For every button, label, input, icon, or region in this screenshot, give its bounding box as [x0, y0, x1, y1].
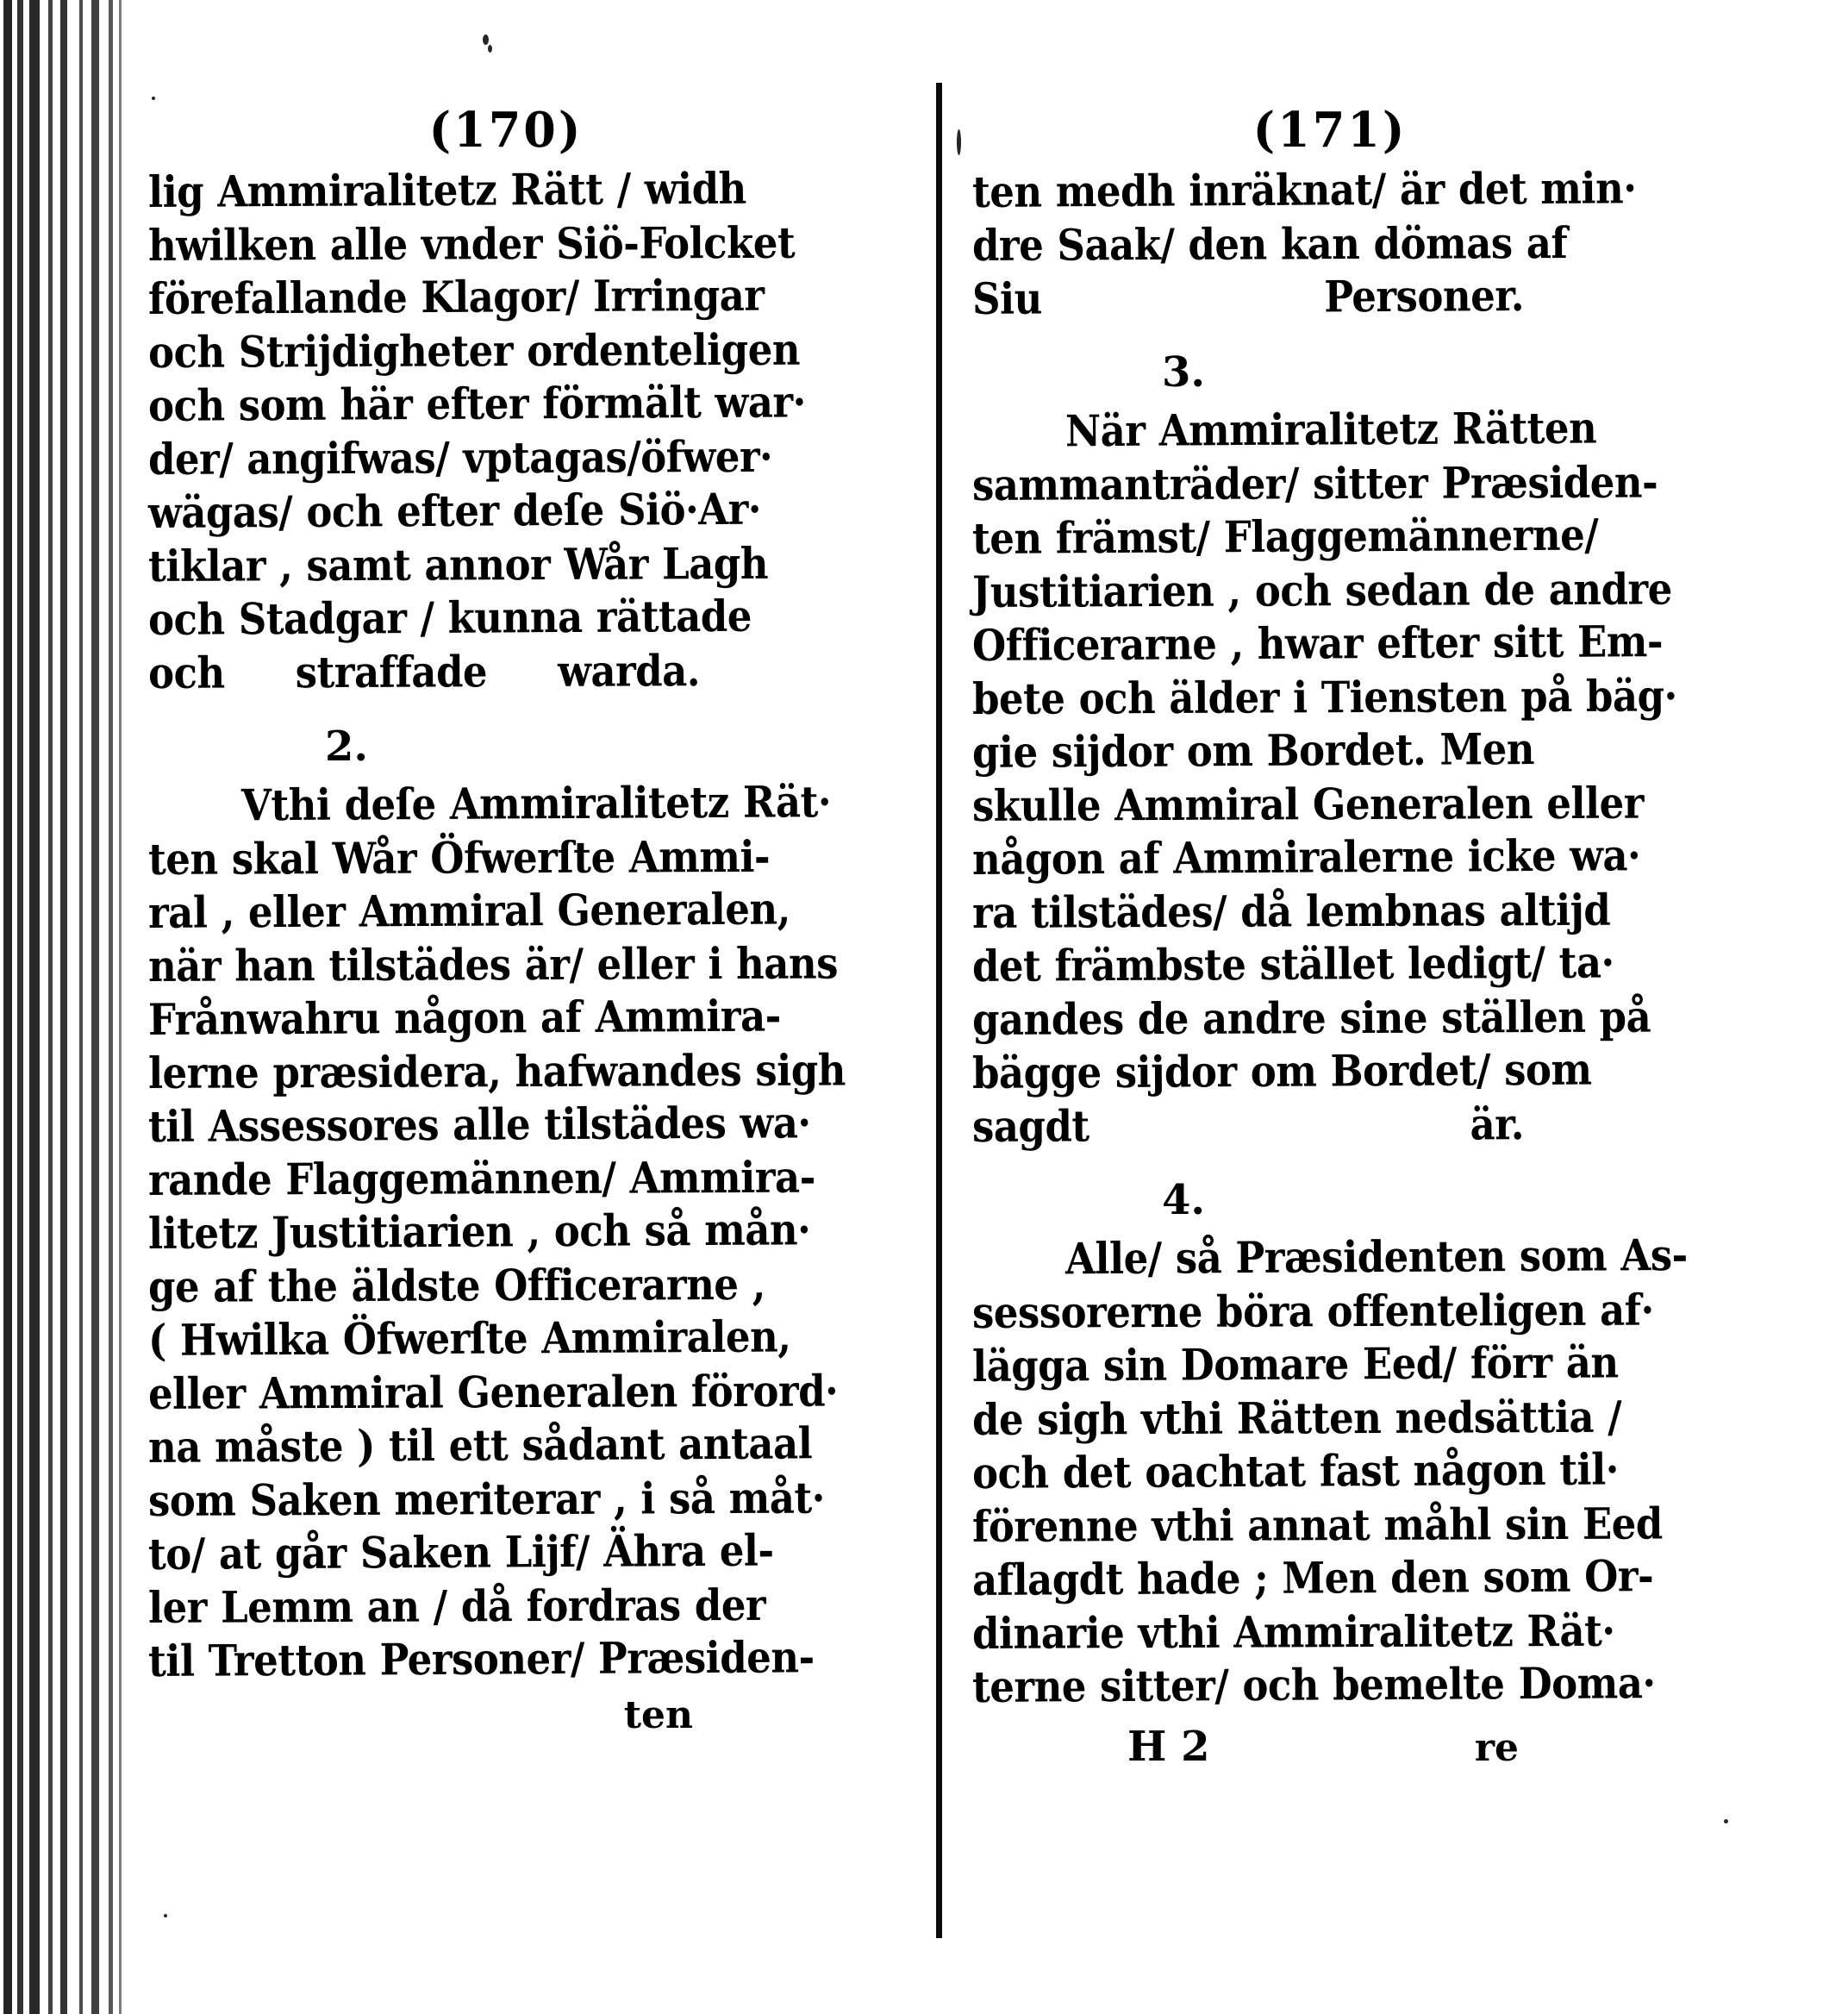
text-line: ( Hwilka Öfwerſte Ammiralen,	[147, 1310, 791, 1366]
gutter-streak	[91, 0, 99, 2014]
text-line: Justitiarien , och sedan de andre	[971, 563, 1672, 617]
text-line: ler Lemm an / då fordras der	[147, 1579, 766, 1633]
text-line: förefallande Klagor/ Irringar	[147, 269, 765, 324]
text-line: Siu Personer.	[971, 270, 1525, 324]
folio-number-right: (171)	[1252, 100, 1408, 159]
text-line: til Tretton Personer/ Præsiden-	[147, 1631, 815, 1686]
signature-mark: H 2	[1127, 1723, 1210, 1771]
text-line: gie sijdor om Bordet. Men	[971, 723, 1535, 778]
folio-number-left: (170)	[428, 100, 584, 159]
gutter-streak	[119, 0, 122, 2014]
text-line: lig Ammiralitetz Rätt / widh	[147, 162, 746, 217]
catchword-left: ten	[623, 1693, 693, 1737]
text-line: dre Saak/ den kan dömas af	[971, 216, 1568, 271]
scan-speck	[483, 34, 489, 45]
text-line: ten medh inräknat/ är det min·	[971, 162, 1637, 217]
text-line: Frånwahru någon af Ammira-	[147, 990, 782, 1045]
paragraph-continuation-left	[147, 162, 806, 700]
text-line: ten främst/ Flaggemännerne/	[971, 509, 1599, 564]
text-line: och det oachtat fast någon til·	[971, 1443, 1620, 1498]
text-line: Vthi deſe Ammiralitetz Rät·	[240, 776, 832, 831]
text-line: det främbste stället ledigt/ ta·	[971, 936, 1614, 991]
text-line: och som här efter förmält war·	[147, 376, 806, 431]
text-line: och straffade warda.	[147, 645, 701, 698]
text-line: wägas/ och efter deſe Siö·Ar·	[147, 483, 762, 538]
text-line: Alle/ så Præsidenten som As-	[1064, 1229, 1688, 1285]
text-line: terne sitter/ och bemelte Doma·	[971, 1657, 1656, 1712]
gutter-streak	[109, 0, 113, 2014]
text-line: sagdt är.	[971, 1098, 1525, 1152]
text-line: tiklar , samt annor Wår Lagh	[147, 537, 769, 591]
text-line: gandes de andre sine ställen på	[971, 991, 1651, 1045]
text-line: de sigh vthi Rätten nedsättia /	[971, 1391, 1622, 1445]
right-page-column	[971, 0, 1688, 1771]
column-divider-rule	[936, 83, 942, 1938]
text-line: ge af the äldste Officerarne ,	[147, 1258, 765, 1312]
text-line: dinarie vthi Ammiralitetz Rät·	[971, 1604, 1615, 1659]
scan-speck	[957, 129, 961, 155]
text-line: Officerarne , hwar efter sitt Em-	[971, 616, 1664, 671]
text-line: när han tilstädes är/ eller i hans	[147, 937, 839, 991]
signature-line	[972, 1723, 1524, 1771]
section-number-3: 3.	[1161, 348, 1206, 397]
text-line: til Assessores alle tilstädes wa·	[147, 1097, 811, 1152]
scan-speck	[488, 45, 492, 53]
gutter-streak	[29, 0, 40, 2014]
scan-speck	[1724, 1819, 1728, 1823]
text-line: lägga sin Domare Eed/ förr än	[971, 1336, 1619, 1392]
left-page-column	[147, 0, 846, 1737]
text-line: der/ angifwas/ vptagas/öfwer·	[147, 430, 773, 485]
text-line: förenne vthi annat måhl sin Eed	[971, 1498, 1663, 1552]
section-number-2: 2.	[324, 722, 369, 771]
text-line: to/ at går Saken Lijf/ Ähra el-	[147, 1524, 774, 1579]
text-line: någon af Ammiralerne icke wa·	[971, 829, 1641, 885]
scan-speck	[152, 97, 155, 100]
text-line: sammanträder/ sitter Præsiden-	[971, 456, 1658, 510]
text-line: hwilken alle vnder Siö-Folcket	[147, 216, 796, 271]
text-line: och Strijdigheter ordenteligen	[147, 323, 801, 378]
paragraph-section-3	[971, 402, 1677, 1154]
gutter-streak	[60, 0, 67, 2014]
text-line: När Ammiralitetz Rätten	[1064, 402, 1597, 457]
gutter-streak	[48, 0, 53, 2014]
paragraph-section-4	[971, 1229, 1688, 1714]
scan-speck	[164, 1914, 167, 1917]
text-line: lerne præsidera, hafwandes sigh	[147, 1044, 846, 1098]
text-line: eller Ammiral Generalen förord·	[147, 1365, 839, 1419]
paragraph-continuation-right	[971, 162, 1637, 326]
gutter-streak	[3, 0, 12, 2014]
text-line: bägge sijdor om Bordet/ som	[971, 1043, 1592, 1098]
text-line: ral , eller Ammiral Generalen,	[147, 883, 790, 938]
text-line: na måste ) til ett sådant antaal	[147, 1417, 813, 1473]
catchword-right: re	[1474, 1726, 1519, 1770]
text-line: som Saken meriterar , i så måt·	[147, 1472, 825, 1526]
text-line: rande Flaggemännen/ Ammira-	[147, 1151, 815, 1205]
text-line: skulle Ammiral Generalen eller	[971, 777, 1644, 831]
binding-gutter	[0, 0, 129, 2014]
text-line: bete och älder i Tiensten på bäg·	[971, 670, 1677, 724]
gutter-streak	[79, 0, 83, 2014]
text-line: litetz Justitiarien , och så mån·	[147, 1204, 811, 1259]
text-line: ra tilstädes/ då lembnas altijd	[971, 884, 1611, 938]
text-line: och Stadgar / kunna rättade	[147, 590, 752, 645]
text-line: sessorerne böra offenteligen af·	[971, 1284, 1654, 1338]
gutter-streak	[17, 0, 23, 2014]
paragraph-section-2	[147, 776, 846, 1688]
text-line: ten skal Wår Öfwerſte Ammi-	[147, 830, 771, 885]
section-number-4: 4.	[1161, 1176, 1206, 1224]
text-line: aflagdt hade ; Men den som Or-	[971, 1550, 1654, 1605]
